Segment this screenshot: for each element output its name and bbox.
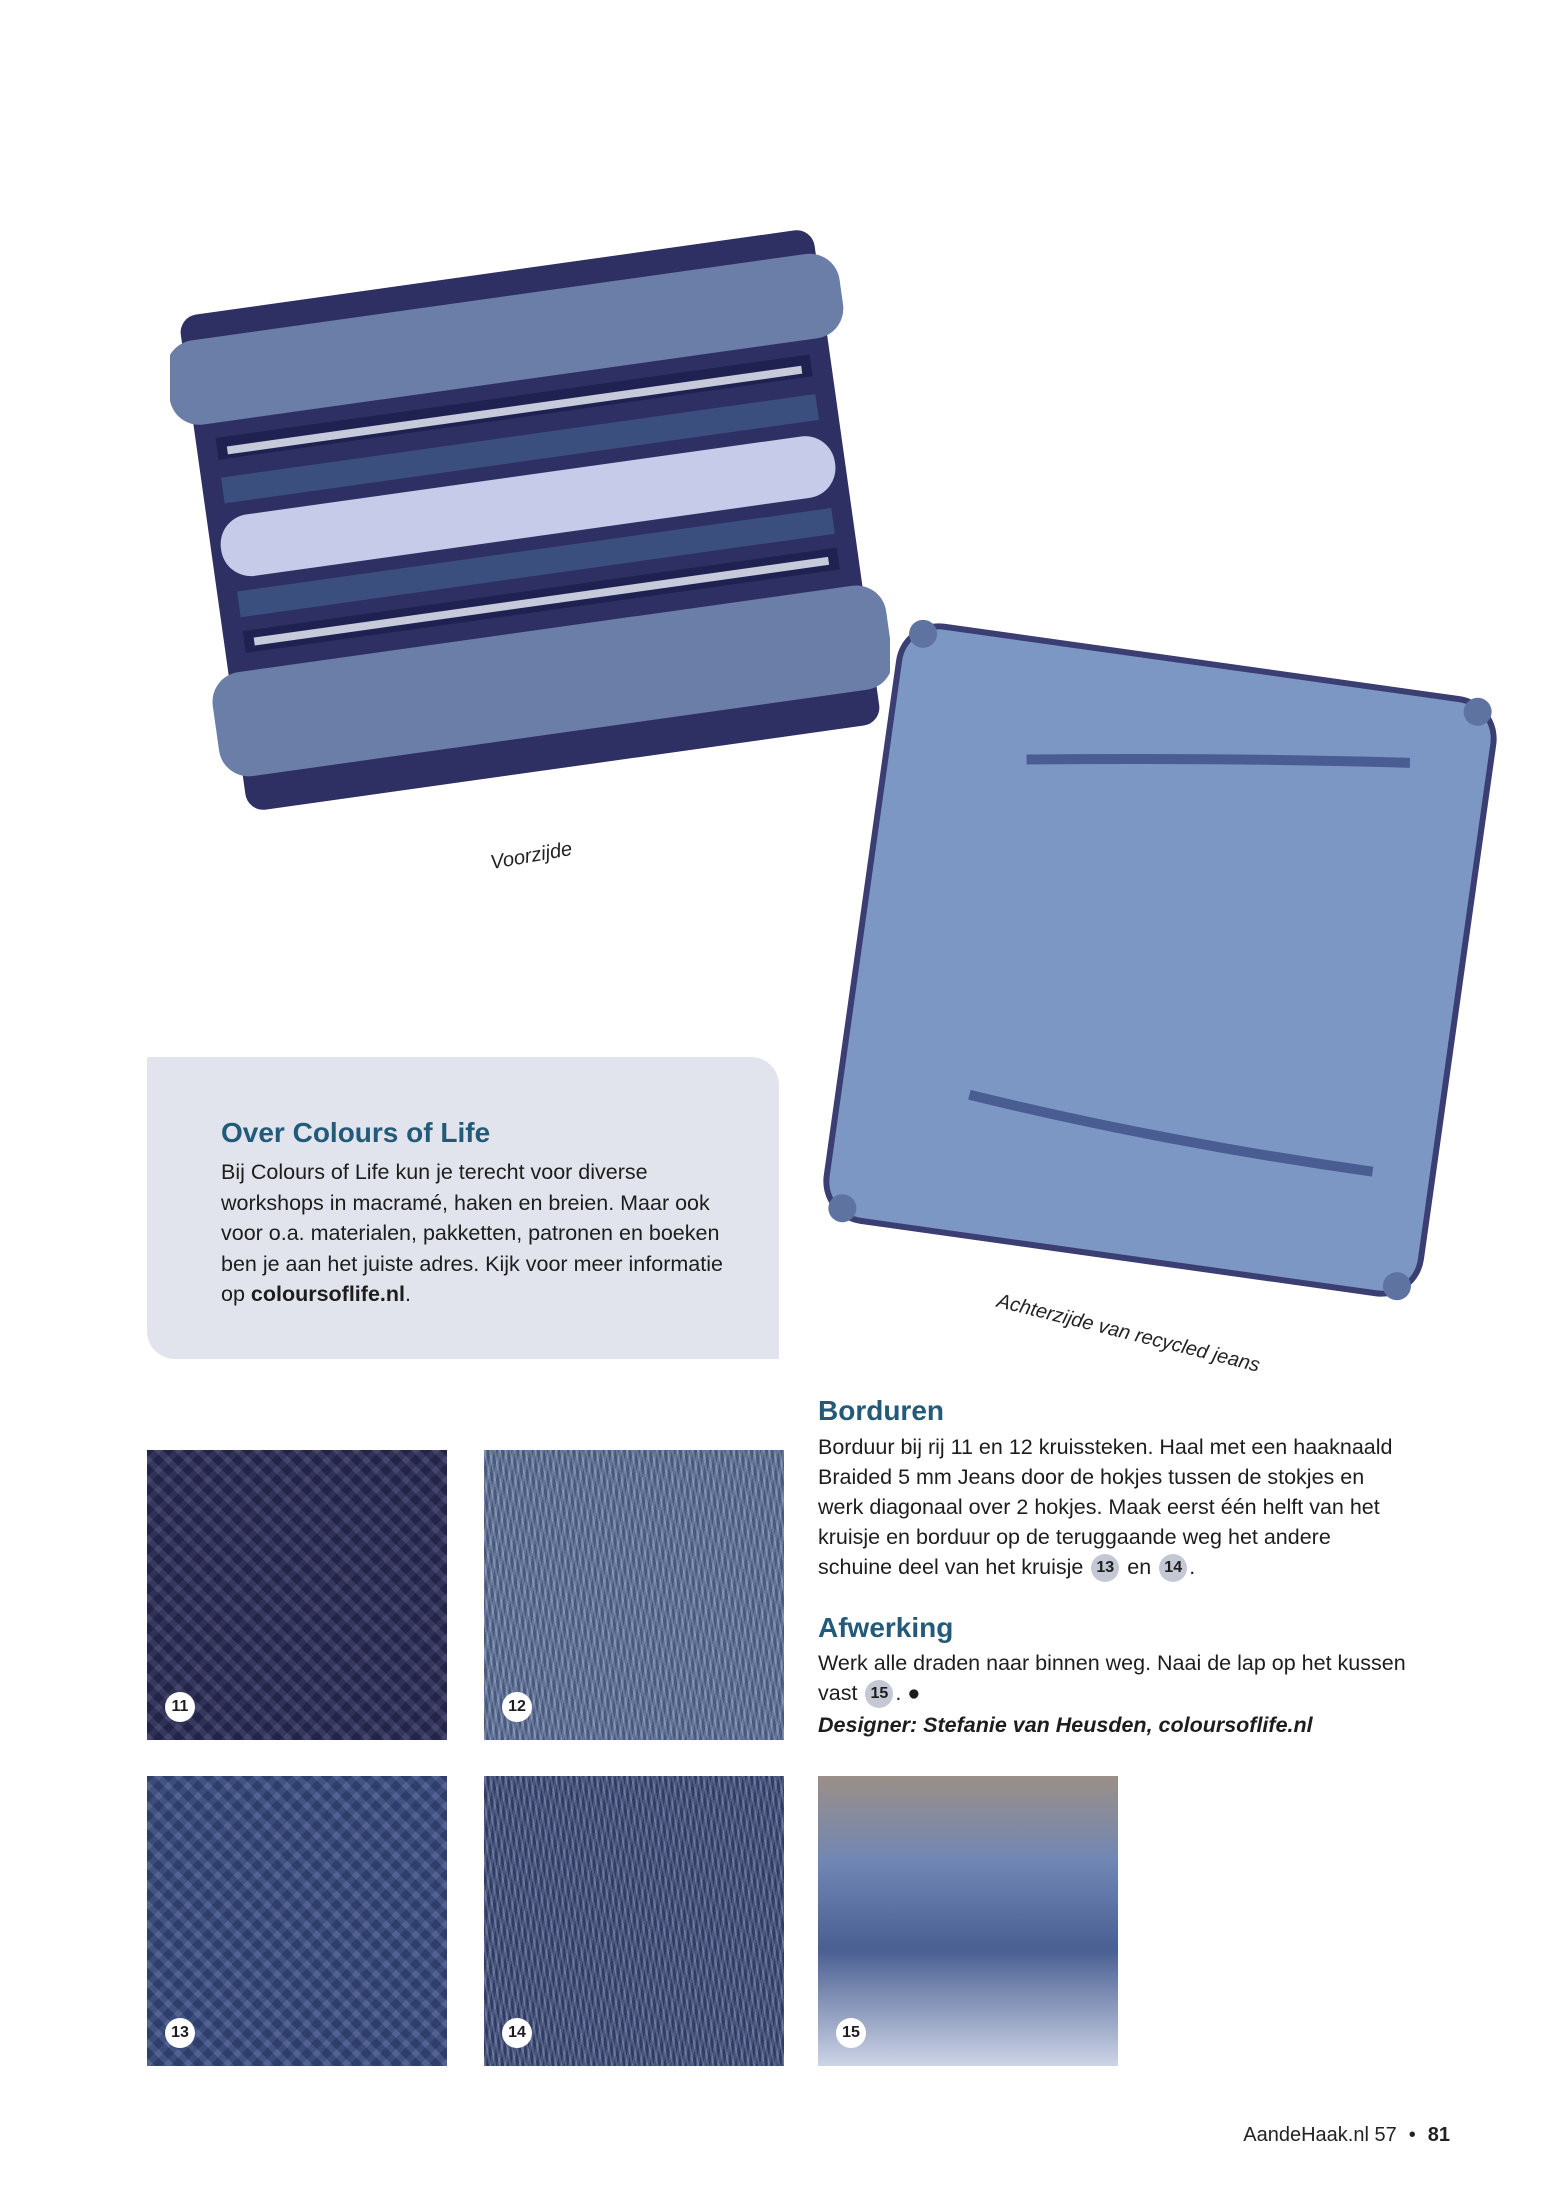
info-box-text <box>221 1157 741 1310</box>
step-photo-14 <box>484 1776 784 2066</box>
step-number-13: 13 <box>165 2018 195 2048</box>
step-photo-15 <box>818 1776 1118 2066</box>
borduren-badge-14: 14 <box>1159 1554 1187 1582</box>
afwerking-heading: Afwerking <box>818 1612 954 1643</box>
borduren-connector: en <box>1127 1555 1152 1579</box>
borduren-text <box>818 1432 1408 1582</box>
page-footer <box>1243 2124 1450 2147</box>
designer-credit: Designer: Stefanie van Heusden, coloursoflife.nl <box>818 1713 1313 1737</box>
front-pillow-photo <box>170 200 890 840</box>
afwerking-body: Werk alle draden naar binnen weg. Naai de lap op het kussen vast <box>818 1651 1406 1705</box>
footer-bullet: • <box>1408 2124 1416 2146</box>
back-pillow-illustration <box>800 600 1520 1320</box>
step-number-11: 11 <box>165 1692 195 1722</box>
info-box-link[interactable]: coloursoflife.nl <box>250 1282 405 1306</box>
step-number-12: 12 <box>502 1692 532 1722</box>
info-box <box>147 1057 779 1359</box>
info-box-end: . <box>404 1282 411 1306</box>
borduren-body: Borduur bij rij 11 en 12 kruissteken. Haal met een haaknaald Braided 5 mm Jeans door de hokjes tussen de stokjes en werk diagonaal over 2 hokjes. Maak eerst één helft van het kruisje en borduur op de teruggaande weg het andere schuine deel van het kruisje <box>818 1435 1393 1579</box>
caption-front: Voorzijde <box>488 837 574 875</box>
afwerking-text <box>818 1648 1408 1708</box>
front-pillow-illustration <box>170 200 890 840</box>
back-pillow-photo <box>800 600 1520 1320</box>
step-photo-11 <box>147 1450 447 1740</box>
step-photo-13 <box>147 1776 447 2066</box>
step-number-14: 14 <box>502 2018 532 2048</box>
borduren-heading: Borduren <box>818 1395 944 1426</box>
borduren-end: . <box>1189 1555 1196 1579</box>
caption-back: Achterzijde van recycled jeans <box>994 1290 1263 1377</box>
info-box-body: Bij Colours of Life kun je terecht voor diverse workshops in macramé, haken en breien. Maar ook voor o.a. materialen, pakketten, patronen en boeken ben je aan het juiste adres. Kijk voor meer informatie op <box>221 1160 723 1306</box>
step-number-15: 15 <box>836 2018 866 2048</box>
afwerking-end: . ● <box>895 1681 921 1705</box>
page-number: 81 <box>1427 2124 1450 2146</box>
step-photo-12 <box>484 1450 784 1740</box>
info-box-title: Over Colours of Life <box>221 1117 491 1148</box>
borduren-badge-13: 13 <box>1091 1554 1119 1582</box>
footer-site: AandeHaak.nl 57 <box>1243 2124 1397 2146</box>
afwerking-badge-15: 15 <box>865 1680 893 1708</box>
